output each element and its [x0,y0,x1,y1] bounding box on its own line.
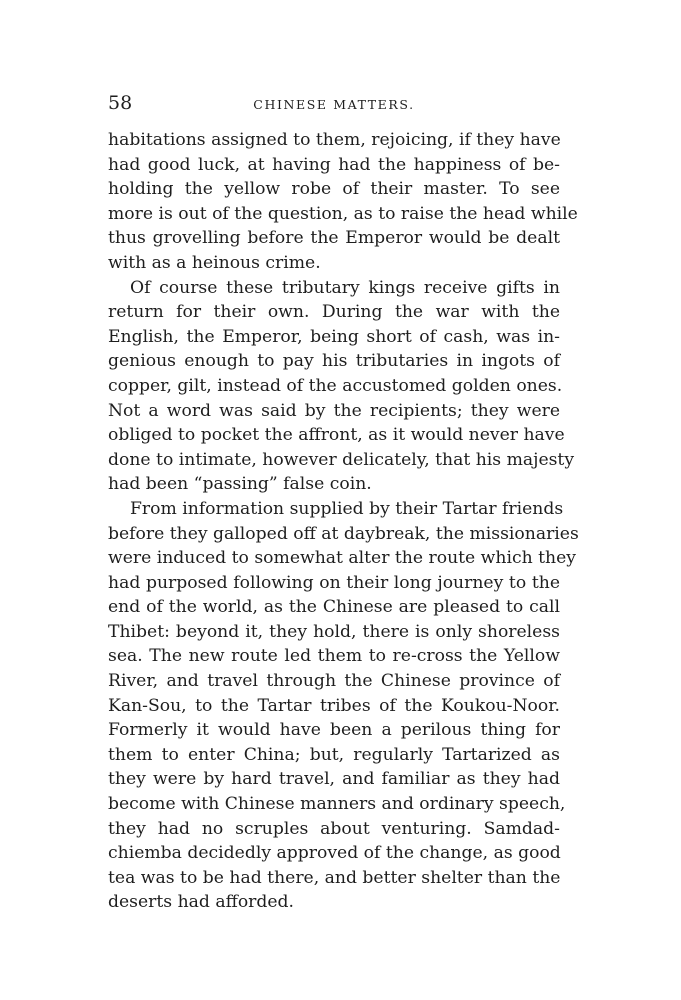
text-line: tea was to be had there, and better shelter than the [108,867,561,888]
running-head [108,90,560,116]
text-line: Kan-Sou, to the Tartar tribes of the Koukou-Noor. [108,695,560,716]
text-line: them to enter China; but, regularly Tartarized as [108,744,560,765]
text-line: River, and travel through the Chinese province of [108,671,560,692]
text-line: Of course these tributary kings receive gifts in [130,277,560,298]
text-line: English, the Emperor, being short of cash, was in- [108,326,560,347]
text-line: were induced to somewhat alter the route which they [108,548,576,569]
body-text [108,128,579,915]
text-line: done to intimate, however delicately, that his majesty [108,449,575,470]
text-line: they were by hard travel, and familiar as they had [108,769,560,790]
text-line: holding the yellow robe of their master. To see [108,179,560,200]
text-line: From information supplied by their Tartar friends [130,498,564,519]
text-line: deserts had afforded. [108,892,295,913]
text-line: they had no scruples about venturing. Samdad- [108,818,560,839]
page-number: 58 [108,92,133,114]
text-line: before they galloped off at daybreak, the missionaries [108,523,579,544]
text-line: thus grovelling before the Emperor would be dealt [108,228,560,249]
running-title: CHINESE MATTERS. [253,97,415,112]
text-line: end of the world, as the Chinese are pleased to call [108,597,560,618]
text-line: chiemba decidedly approved of the change, as good [108,843,561,864]
text-line: return for their own. During the war with the [108,302,560,323]
text-line: obliged to pocket the affront, as it would never have [108,425,565,446]
text-line: with as a heinous crime. [108,252,321,273]
text-line: Not a word was said by the recipients; they were [108,400,560,421]
text-line: Thibet: beyond it, they hold, there is only shoreless [108,621,560,642]
text-line: had been “passing” false coin. [108,474,372,495]
text-line: sea. The new route led them to re-cross the Yellow [108,646,560,667]
text-line: more is out of the question, as to raise the head while [108,203,578,224]
text-line: genious enough to pay his tributaries in ingots of [108,351,560,372]
text-line: copper, gilt, instead of the accustomed golden ones. [108,375,563,396]
text-line: Formerly it would have been a perilous thing for [108,720,560,741]
text-line: become with Chinese manners and ordinary speech, [108,794,566,815]
text-line: had good luck, at having had the happiness of be- [108,154,560,175]
text-line: habitations assigned to them, rejoicing, if they have [108,130,561,150]
text-line: had purposed following on their long journey to the [108,572,560,593]
